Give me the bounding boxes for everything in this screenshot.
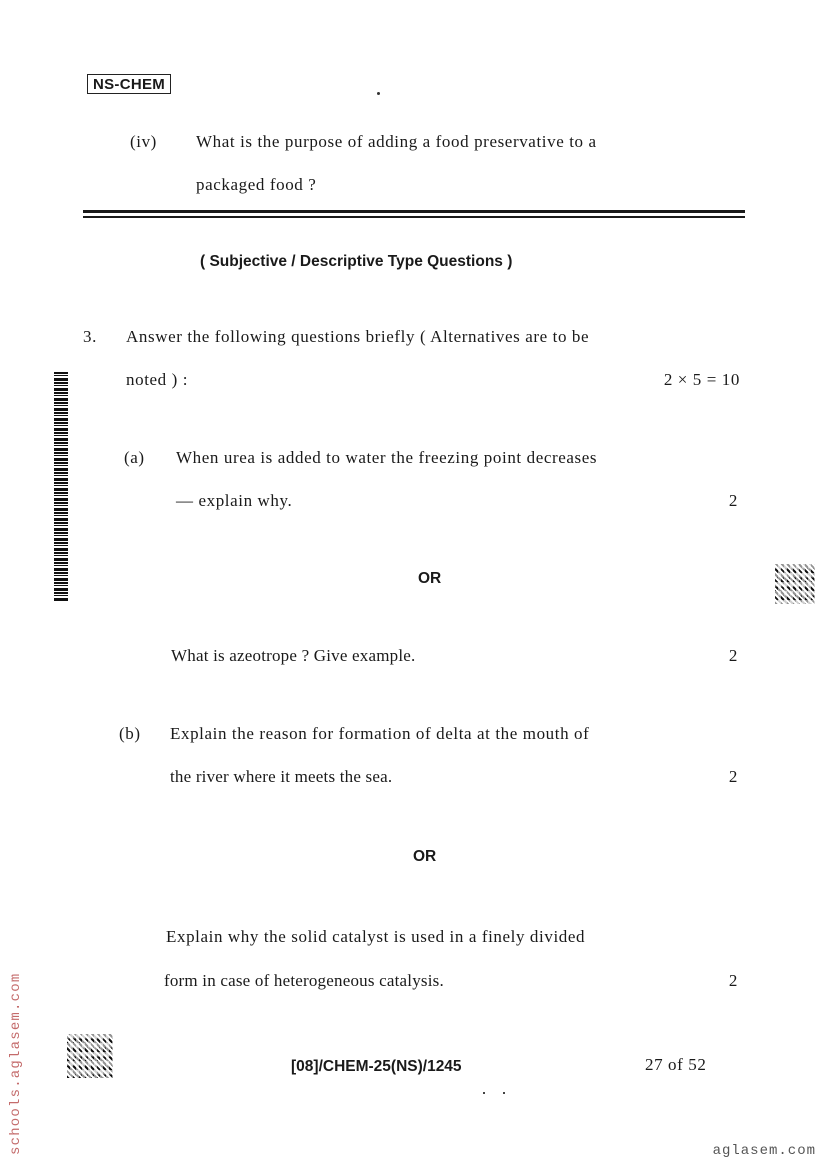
part-a-line1: When urea is added to water the freezing point decreases — [176, 448, 598, 467]
part-a-alternative: What is azeotrope ? Give example. — [171, 646, 416, 665]
qr-code-left — [67, 1034, 113, 1078]
part-b-marks: 2 — [728, 767, 738, 786]
question-3-marks: 2 × 5 = 10 — [663, 370, 740, 389]
part-b-alternative-line1: Explain why the solid catalyst is used in a finely divided — [166, 927, 586, 946]
question-iv-line1: What is the purpose of adding a food preservative to a — [196, 132, 597, 151]
speck-dot — [483, 1092, 485, 1094]
section-heading: ( Subjective / Descriptive Type Questions ) — [200, 253, 513, 270]
part-a-label: (a) — [124, 448, 145, 467]
footer-paper-code: [08]/CHEM-25(NS)/1245 — [291, 1058, 462, 1075]
speck-dot — [377, 92, 380, 95]
question-iv-line2: packaged food ? — [196, 175, 317, 194]
part-b-label: (b) — [119, 724, 141, 743]
section-divider-thick — [83, 210, 745, 213]
side-barcode — [54, 372, 68, 602]
speck-dot — [503, 1092, 505, 1094]
part-b-line1: Explain the reason for formation of delta at the mouth of — [170, 724, 590, 743]
question-iv-label: (iv) — [130, 132, 157, 151]
question-3-line1: Answer the following questions briefly ( Alternatives are to be — [126, 327, 590, 346]
qr-code-right — [775, 564, 815, 604]
paper-code-tag: NS-CHEM — [87, 74, 171, 94]
side-watermark: schools.aglasem.com — [8, 972, 24, 1155]
question-3-number: 3. — [83, 327, 97, 346]
part-b-alternative-marks: 2 — [728, 971, 738, 990]
part-a-marks: 2 — [728, 491, 738, 510]
part-b-or: OR — [413, 848, 437, 865]
corner-watermark: aglasem.com — [712, 1143, 816, 1159]
part-b-alternative-line2: form in case of heterogeneous catalysis. — [164, 971, 444, 990]
footer-page-number: 27 of 52 — [645, 1055, 707, 1074]
section-divider-thin — [83, 216, 745, 218]
part-b-line2: the river where it meets the sea. — [170, 767, 393, 786]
part-a-alternative-marks: 2 — [728, 646, 738, 665]
part-a-or: OR — [418, 570, 442, 587]
part-a-line2: — explain why. — [176, 491, 293, 510]
question-3-line2: noted ) : — [126, 370, 189, 389]
